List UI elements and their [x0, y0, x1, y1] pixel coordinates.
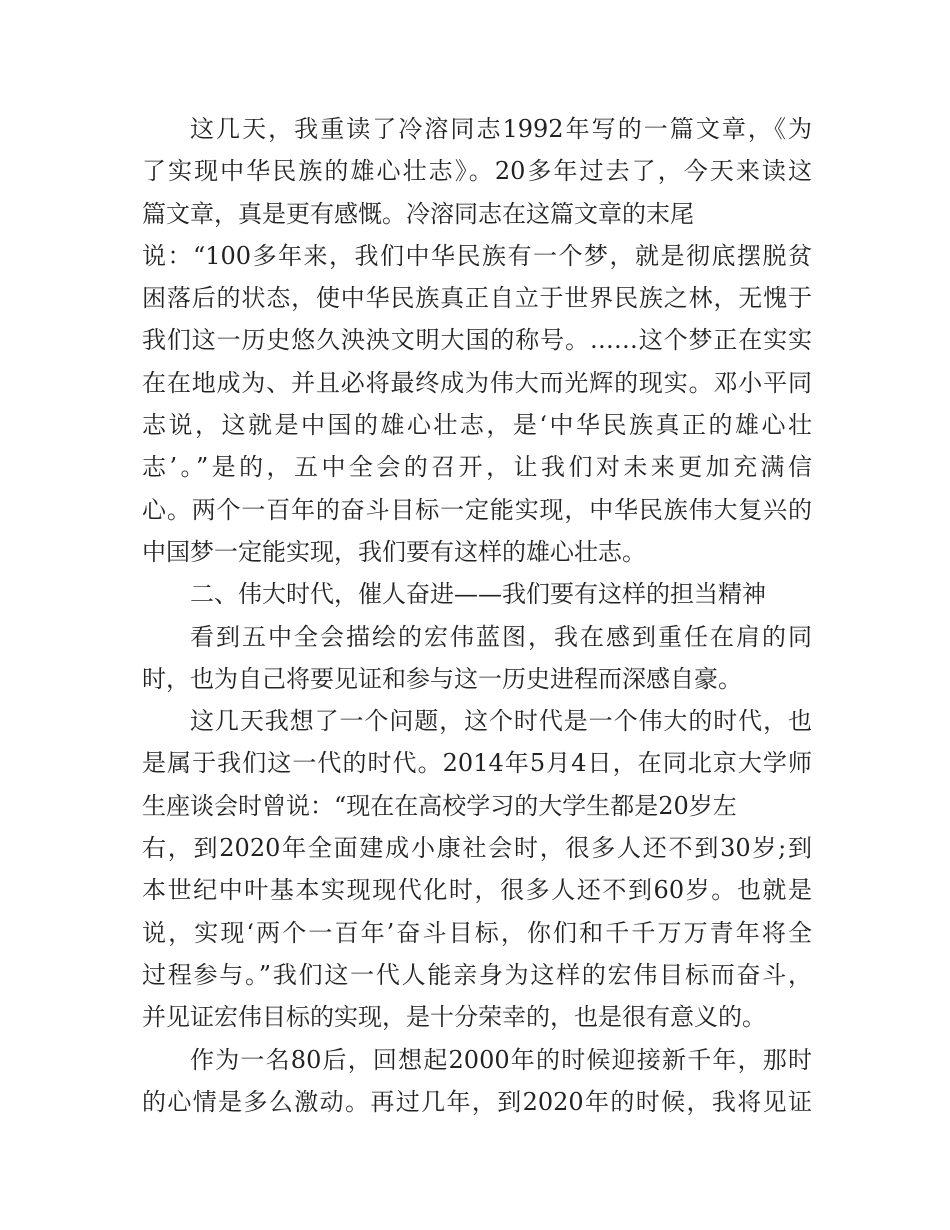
text-line: 生座谈会时曾说：“现在在高校学习的大学生都是20岁左	[142, 791, 737, 820]
text-line: 是属于我们这一代的时代。2014年5月4日，在同北京大学师	[142, 749, 812, 778]
text-line: 困落后的状态，使中华民族真正自立于世界民族之林，无愧于	[142, 284, 812, 313]
text-line: 看到五中全会描绘的宏伟蓝图，我在感到重任在肩的同	[190, 622, 812, 651]
text-line: 志说，这就是中国的雄心壮志，是‘中华民族真正的雄心壮	[142, 411, 812, 440]
document-body	[142, 108, 812, 1123]
text-line: 这几天，我重读了冷溶同志1992年写的一篇文章，《为	[190, 115, 812, 143]
text-line: 过程参与。”我们这一代人能亲身为这样的宏伟目标而奋斗，	[142, 960, 812, 989]
text-line: 并见证宏伟目标的实现，是十分荣幸的，也是很有意义的。	[142, 1003, 766, 1032]
text-line: 我们这一历史悠久泱泱文明大国的称号。……这个梦正在实实	[142, 326, 812, 355]
text-line: 的心情是多么激动。再过几年，到2020年的时候，我将见证	[142, 1087, 812, 1116]
text-line: 说，实现‘两个一百年’奋斗目标，你们和千千万万青年将全	[142, 918, 812, 947]
text-line: 篇文章，真是更有感慨。冷溶同志在这篇文章的末尾	[142, 199, 694, 228]
text-line: 二、伟大时代，催人奋进——我们要有这样的担当精神	[190, 580, 766, 609]
text-line: 右，到2020年全面建成小康社会时，很多人还不到30岁;到	[142, 834, 812, 863]
text-line: 时，也为自己将要见证和参与这一历史进程而深感自豪。	[142, 664, 742, 693]
text-line: 本世纪中叶基本实现现代化时，很多人还不到60岁。也就是	[142, 876, 812, 905]
text-line: 说：“100多年来，我们中华民族有一个梦，就是彻底摆脱贫	[142, 241, 812, 270]
text-line: 了实现中华民族的雄心壮志》。20多年过去了，今天来读这	[142, 157, 812, 186]
text-line: 这几天我想了一个问题，这个时代是一个伟大的时代，也	[190, 707, 812, 736]
text-line: 心。两个一百年的奋斗目标一定能实现，中华民族伟大复兴的	[142, 495, 812, 524]
text-line: 中国梦一定能实现，我们要有这样的雄心壮志。	[142, 537, 646, 566]
text-line: 在在地成为、并且必将最终成为伟大而光辉的现实。邓小平同	[142, 368, 812, 397]
text-line: 作为一名80后，回想起2000年的时候迎接新千年，那时	[190, 1045, 812, 1074]
text-line: 志’。”是的，五中全会的召开，让我们对未来更加充满信	[142, 453, 812, 482]
